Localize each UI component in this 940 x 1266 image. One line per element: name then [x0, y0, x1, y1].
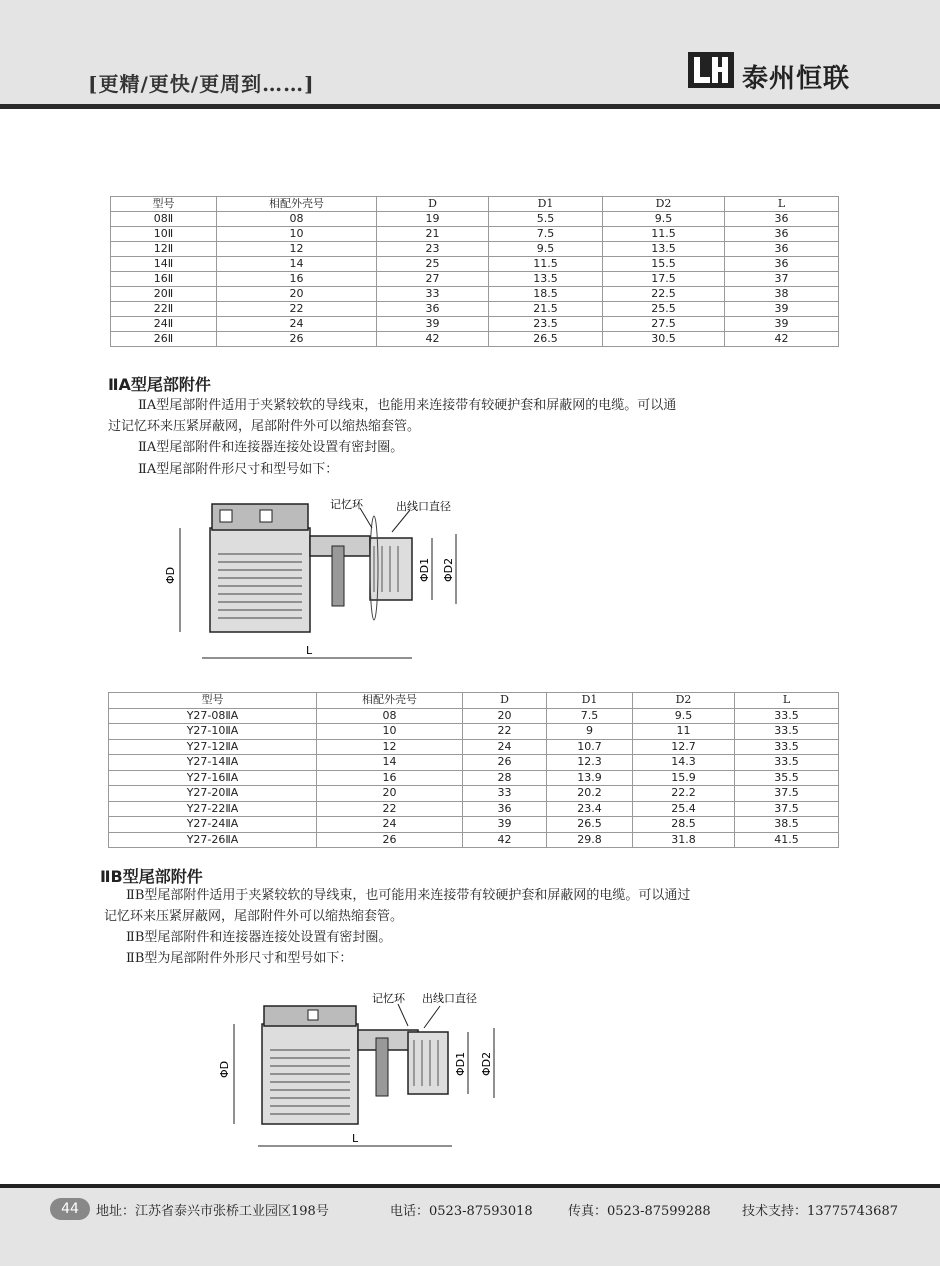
label-d1: ΦD1	[454, 1051, 467, 1076]
table-row	[111, 227, 839, 242]
cell-l: 39	[725, 302, 839, 317]
label-d2: ΦD2	[442, 557, 455, 582]
label-d1: ΦD1	[418, 557, 431, 582]
cell-model: Y27-12ⅡA	[109, 739, 317, 755]
cell-model: 20Ⅱ	[111, 287, 217, 302]
label-d: ΦD	[164, 566, 177, 584]
cell-d: 42	[377, 332, 489, 347]
cell-d: 39	[463, 817, 547, 833]
cell-shell: 24	[317, 817, 463, 833]
cell-l: 35.5	[735, 770, 839, 786]
footer-phone: 电话：0523-87593018	[390, 1204, 533, 1219]
section-a-paragraph: 过记忆环来压紧屏蔽网，尾部附件外可以缩热缩套管。	[108, 419, 421, 434]
cell-d2: 15.5	[603, 257, 725, 272]
cell-model: Y27-22ⅡA	[109, 801, 317, 817]
cell-d2: 27.5	[603, 317, 725, 332]
cell-d2: 15.9	[633, 770, 735, 786]
cell-l: 33.5	[735, 739, 839, 755]
cell-d1: 13.5	[489, 272, 603, 287]
section-b-paragraph: ⅡB型尾部附件适用于夹紧较软的导线束，也可能用来连接带有较硬护套和屏蔽网的电缆。可以通过	[126, 888, 691, 903]
col-header-model: 型号	[109, 693, 317, 709]
footer-fax: 传真：0523-87599288	[568, 1204, 711, 1219]
table-header-row	[111, 197, 839, 212]
cell-l: 33.5	[735, 708, 839, 724]
table-row	[111, 332, 839, 347]
cell-d: 39	[377, 317, 489, 332]
cell-shell: 24	[217, 317, 377, 332]
cell-d: 27	[377, 272, 489, 287]
table-row	[111, 317, 839, 332]
cell-model: 22Ⅱ	[111, 302, 217, 317]
cell-model: Y27-26ⅡA	[109, 832, 317, 848]
col-header-d2: D2	[603, 197, 725, 212]
cell-d: 36	[377, 302, 489, 317]
cell-model: Y27-16ⅡA	[109, 770, 317, 786]
table-row	[109, 817, 839, 833]
table-row	[109, 755, 839, 771]
cell-d: 20	[463, 708, 547, 724]
cell-d: 33	[377, 287, 489, 302]
label-d: ΦD	[218, 1060, 231, 1078]
cell-d1: 13.9	[547, 770, 633, 786]
col-header-model: 型号	[111, 197, 217, 212]
col-header-shell: 相配外壳号	[317, 693, 463, 709]
cell-model: 12Ⅱ	[111, 242, 217, 257]
cell-l: 37.5	[735, 786, 839, 802]
cell-d1: 29.8	[547, 832, 633, 848]
cell-shell: 22	[217, 302, 377, 317]
cell-d1: 18.5	[489, 287, 603, 302]
cell-d2: 9.5	[633, 708, 735, 724]
cell-l: 38	[725, 287, 839, 302]
col-header-d1: D1	[489, 197, 603, 212]
table-row	[109, 739, 839, 755]
cell-shell: 16	[317, 770, 463, 786]
company-logo	[688, 52, 734, 88]
cell-shell: 14	[317, 755, 463, 771]
cell-d2: 31.8	[633, 832, 735, 848]
section-a-paragraph: ⅡA型尾部附件适用于夹紧较软的导线束，也能用来连接带有较硬护套和屏蔽网的电缆。可以通	[138, 398, 677, 413]
cell-shell: 20	[217, 287, 377, 302]
table-row	[111, 287, 839, 302]
table-row	[111, 302, 839, 317]
cell-d1: 21.5	[489, 302, 603, 317]
col-header-l: L	[735, 693, 839, 709]
spec-table-iia	[108, 692, 839, 848]
cell-l: 36	[725, 212, 839, 227]
cell-model: 14Ⅱ	[111, 257, 217, 272]
cell-l: 38.5	[735, 817, 839, 833]
cell-d: 21	[377, 227, 489, 242]
cell-shell: 12	[217, 242, 377, 257]
cell-d1: 11.5	[489, 257, 603, 272]
table-row	[109, 786, 839, 802]
cell-d: 19	[377, 212, 489, 227]
label-memory-ring: 记忆环	[330, 498, 363, 511]
table-row	[111, 272, 839, 287]
cell-l: 33.5	[735, 755, 839, 771]
cell-model: Y27-08ⅡA	[109, 708, 317, 724]
cell-d1: 9	[547, 724, 633, 740]
cell-d2: 28.5	[633, 817, 735, 833]
cell-d: 42	[463, 832, 547, 848]
cell-l: 33.5	[735, 724, 839, 740]
cell-model: 10Ⅱ	[111, 227, 217, 242]
table-row	[109, 708, 839, 724]
cell-d1: 9.5	[489, 242, 603, 257]
col-header-l: L	[725, 197, 839, 212]
cell-shell: 10	[317, 724, 463, 740]
label-outlet-diameter: 出线口直径	[396, 500, 451, 513]
cell-l: 41.5	[735, 832, 839, 848]
label-d2: ΦD2	[480, 1051, 493, 1076]
table-row	[109, 724, 839, 740]
cell-d: 25	[377, 257, 489, 272]
company-name: 泰州恒联	[742, 64, 851, 94]
cell-d1: 7.5	[547, 708, 633, 724]
table-row	[109, 832, 839, 848]
label-l: L	[306, 644, 313, 657]
section-a-paragraph: ⅡA型尾部附件形尺寸和型号如下：	[138, 462, 339, 477]
cell-l: 36	[725, 227, 839, 242]
cell-d1: 26.5	[489, 332, 603, 347]
cell-d: 26	[463, 755, 547, 771]
cell-d1: 26.5	[547, 817, 633, 833]
cell-d2: 14.3	[633, 755, 735, 771]
cell-d2: 25.5	[603, 302, 725, 317]
cell-d: 24	[463, 739, 547, 755]
footer-support: 技术支持：13775743687	[742, 1204, 898, 1219]
table-row	[111, 257, 839, 272]
cell-l: 37	[725, 272, 839, 287]
cell-shell: 26	[217, 332, 377, 347]
cell-l: 36	[725, 242, 839, 257]
cell-d1: 10.7	[547, 739, 633, 755]
cell-model: 26Ⅱ	[111, 332, 217, 347]
cell-model: 16Ⅱ	[111, 272, 217, 287]
col-header-d1: D1	[547, 693, 633, 709]
label-memory-ring: 记忆环	[372, 992, 405, 1005]
col-header-d: D	[463, 693, 547, 709]
cell-d: 33	[463, 786, 547, 802]
cell-d2: 12.7	[633, 739, 735, 755]
cell-d1: 20.2	[547, 786, 633, 802]
cell-d: 23	[377, 242, 489, 257]
cell-shell: 08	[217, 212, 377, 227]
cell-d2: 25.4	[633, 801, 735, 817]
section-b-title: ⅡB型尾部附件	[100, 867, 203, 886]
cell-d1: 7.5	[489, 227, 603, 242]
header-divider	[0, 104, 940, 109]
cell-shell: 16	[217, 272, 377, 287]
cell-d1: 12.3	[547, 755, 633, 771]
cell-d2: 9.5	[603, 212, 725, 227]
cell-model: 08Ⅱ	[111, 212, 217, 227]
cell-model: 24Ⅱ	[111, 317, 217, 332]
cell-d2: 11	[633, 724, 735, 740]
cell-d2: 11.5	[603, 227, 725, 242]
cell-d: 36	[463, 801, 547, 817]
cell-model: Y27-20ⅡA	[109, 786, 317, 802]
cell-shell: 10	[217, 227, 377, 242]
col-header-d: D	[377, 197, 489, 212]
table-row	[109, 801, 839, 817]
cell-l: 42	[725, 332, 839, 347]
page-number: 44	[50, 1198, 90, 1220]
col-header-d2: D2	[633, 693, 735, 709]
label-outlet-diameter: 出线口直径	[422, 992, 477, 1005]
cell-l: 36	[725, 257, 839, 272]
section-b-paragraph: 记忆环来压紧屏蔽网，尾部附件外可以缩热缩套管。	[104, 909, 404, 924]
cell-d1: 5.5	[489, 212, 603, 227]
cell-d: 28	[463, 770, 547, 786]
cell-d: 22	[463, 724, 547, 740]
footer-address: 地址：江苏省泰兴市张桥工业园区198号	[96, 1204, 329, 1219]
section-b-paragraph: ⅡB型为尾部附件外形尺寸和型号如下：	[126, 951, 353, 966]
table-body	[111, 212, 839, 347]
table-row	[111, 212, 839, 227]
tail-accessory-a-diagram	[160, 488, 480, 668]
slogan: [更精/更快/更周到……]	[88, 72, 315, 96]
label-l: L	[352, 1132, 359, 1145]
cell-d2: 30.5	[603, 332, 725, 347]
cell-model: Y27-14ⅡA	[109, 755, 317, 771]
section-a-paragraph: ⅡA型尾部附件和连接器连接处设置有密封圈。	[138, 440, 404, 455]
table-row	[109, 770, 839, 786]
cell-d2: 17.5	[603, 272, 725, 287]
col-header-shell: 相配外壳号	[217, 197, 377, 212]
cell-shell: 20	[317, 786, 463, 802]
cell-d2: 13.5	[603, 242, 725, 257]
cell-model: Y27-10ⅡA	[109, 724, 317, 740]
cell-d1: 23.5	[489, 317, 603, 332]
table-body	[109, 708, 839, 848]
cell-d2: 22.2	[633, 786, 735, 802]
cell-model: Y27-24ⅡA	[109, 817, 317, 833]
cell-d1: 23.4	[547, 801, 633, 817]
section-b-paragraph: ⅡB型尾部附件和连接器连接处设置有密封圈。	[126, 930, 392, 945]
cell-d2: 22.5	[603, 287, 725, 302]
cell-l: 39	[725, 317, 839, 332]
cell-shell: 26	[317, 832, 463, 848]
cell-shell: 22	[317, 801, 463, 817]
tail-accessory-b-diagram	[212, 988, 512, 1158]
table-header-row	[109, 693, 839, 709]
cell-shell: 14	[217, 257, 377, 272]
cell-shell: 08	[317, 708, 463, 724]
spec-table-ii	[110, 196, 839, 347]
section-a-title: ⅡA型尾部附件	[108, 375, 211, 394]
cell-l: 37.5	[735, 801, 839, 817]
table-row	[111, 242, 839, 257]
cell-shell: 12	[317, 739, 463, 755]
